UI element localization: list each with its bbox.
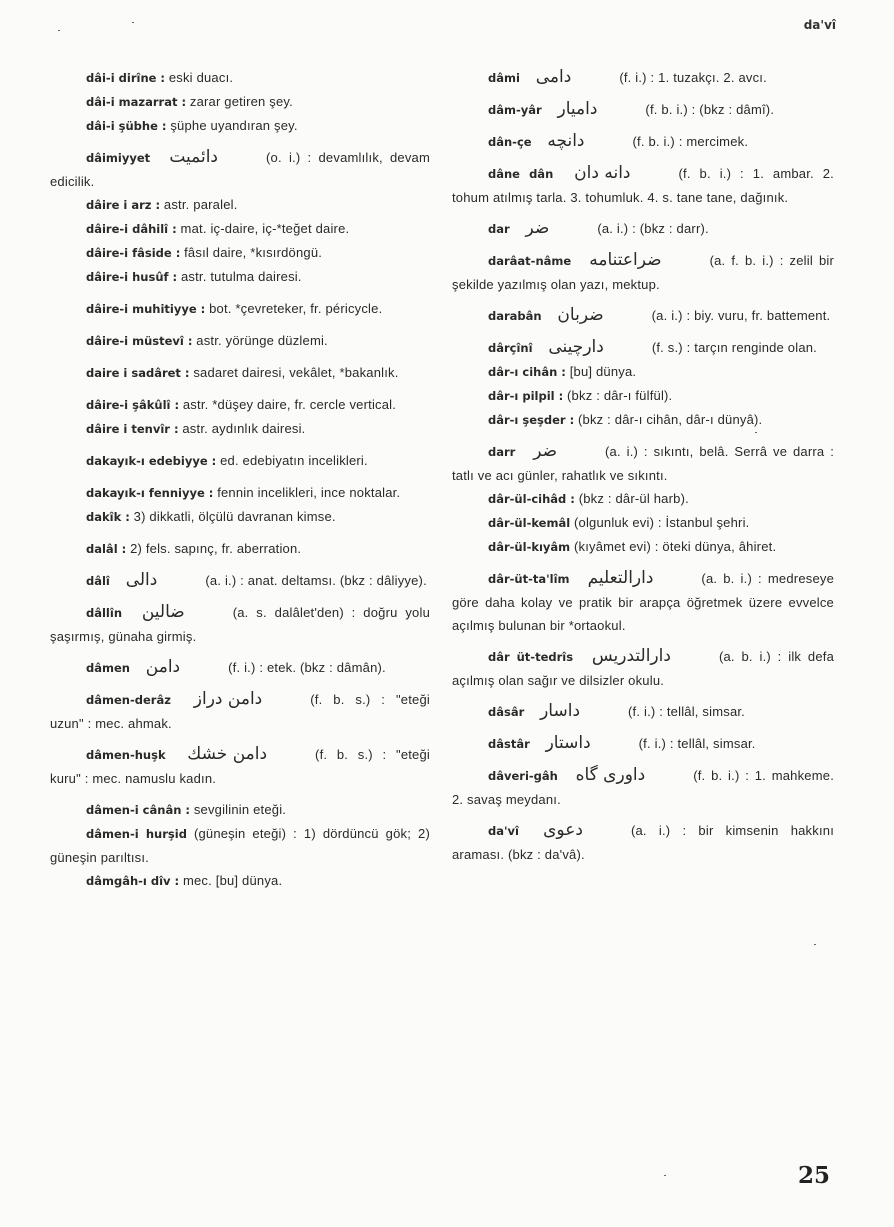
entry-headword: dâire-i muhitiyye :	[86, 302, 206, 316]
entry-definition: mat. iç-daire, iç-*teğet daire.	[180, 221, 350, 236]
entry-definition: (a. f. b. i.) : zelil bir şekilde yazılmış olan yazı, mektup.	[452, 253, 834, 292]
entry-arabic-script: دائميت	[169, 147, 219, 167]
entry-headword: daire i sadâret :	[86, 366, 190, 380]
entry-arabic-script: دعوى	[543, 820, 583, 840]
dictionary-entry	[50, 743, 430, 790]
entry-definition: (f. i.) : 1. tuzakçı. 2. avcı.	[619, 70, 767, 85]
entry-definition: bot. *çevreteker, fr. péricycle.	[209, 301, 383, 316]
entry-headword: dâmen-i hurşid	[86, 827, 187, 841]
dictionary-entry	[50, 329, 430, 353]
entry-definition: (a. i.) : sıkıntı, belâ. Serrâ ve darra : tatlı ve acı günler, rahatlık ve sıkıntı.	[452, 444, 835, 483]
entry-definition: (f. b. i.) : 1. mahkeme. 2. savaş meydanı.	[452, 768, 834, 807]
entry-headword: dâr-üt-ta'lîm	[488, 572, 570, 586]
entry-headword: dalâl :	[86, 542, 127, 556]
entry-definition: [bu] dünya.	[569, 364, 637, 379]
entry-definition: (a. i.) : anat. deltamsı. (bkz : dâliyye).	[205, 573, 427, 588]
dictionary-entry	[50, 822, 430, 869]
entry-definition: (a. b. i.) : medreseye göre daha kolay ve pratik bir arapça öğretmek üzere evvelce açılmış bulunan bir *ortaokul.	[452, 571, 835, 633]
dictionary-entry	[50, 537, 430, 561]
entry-definition: (kıyâmet evi) : öteki dünya, âhiret.	[573, 539, 777, 554]
entry-arabic-script: دارچينى	[548, 337, 604, 357]
entry-headword: dâr-ül-kıyâm	[488, 540, 571, 554]
dictionary-entry	[452, 487, 834, 511]
dictionary-entry	[452, 511, 834, 535]
entry-definition: (f. b. i.) : 1. ambar. 2. tohum atılmış tarla. 3. tohumluk. 4. s. tane tane, dağınık.	[452, 166, 834, 205]
entry-definition: (a. i.) : (bkz : darr).	[597, 221, 709, 236]
entry-definition: 3) dikkatli, ölçülü davranan kimse.	[133, 509, 336, 524]
entry-definition: 2) fels. sapınç, fr. aberration.	[130, 541, 302, 556]
dictionary-entry	[50, 297, 430, 321]
entry-definition: sevgilinin eteği.	[193, 802, 287, 817]
entry-headword: dâmen-i cânân :	[86, 803, 190, 817]
entry-headword: dakîk :	[86, 510, 130, 524]
dictionary-entry	[452, 66, 834, 90]
entry-headword: dâr-ı pilpil :	[488, 389, 564, 403]
entry-arabic-script: دانه دان	[574, 163, 631, 183]
entry-definition: (a. i.) : biy. vuru, fr. battement.	[651, 308, 831, 323]
dictionary-entry	[452, 440, 834, 487]
dictionary-entry	[50, 217, 430, 241]
entry-headword: dân-çe	[488, 135, 532, 149]
entry-definition: (bkz : dâr-ül harb).	[578, 491, 689, 506]
entry-definition: (bkz : dâr-ı cihân, dâr-ı dünyâ).	[578, 412, 763, 427]
dictionary-entry	[50, 449, 430, 473]
dictionary-entry	[452, 535, 834, 559]
dictionary-entry	[452, 645, 834, 692]
entry-headword: dâsâr	[488, 705, 525, 719]
entry-headword: dâr-ı cihân :	[488, 365, 566, 379]
dictionary-entry	[452, 764, 834, 811]
entry-definition: fennin incelikleri, ince noktalar.	[217, 485, 401, 500]
entry-headword: dar	[488, 222, 510, 236]
entry-headword: dâllîn	[86, 606, 123, 620]
entry-definition: (güneşin eteği) : 1) dördüncü gök; 2) güneşin parıltısı.	[50, 826, 431, 865]
entry-headword: dâire i arz :	[86, 198, 161, 212]
dictionary-entry	[452, 98, 834, 122]
entry-arabic-script: داسار	[540, 701, 581, 721]
entry-arabic-script: داورى گاه	[575, 765, 646, 785]
dictionary-entry	[50, 265, 430, 289]
dictionary-entry	[452, 162, 834, 209]
entry-arabic-script: داميار	[557, 99, 598, 119]
dictionary-entry	[50, 569, 430, 593]
entry-headword: darâat-nâme	[488, 254, 572, 268]
entry-headword: dâr-ı şeşder :	[488, 413, 575, 427]
entry-headword: dârçînî	[488, 341, 533, 355]
entry-headword: dâr-ül-kemâl	[488, 516, 571, 530]
dictionary-entry	[50, 114, 430, 138]
left-column	[50, 66, 430, 893]
entry-arabic-script: دامن خشك	[187, 744, 268, 764]
dictionary-entry	[452, 217, 834, 241]
dictionary-entry	[50, 193, 430, 217]
dictionary-entry	[452, 384, 834, 408]
entry-arabic-script: ضر	[533, 441, 558, 461]
entry-definition: (a. i.) : bir kimsenin hakkını araması. (bkz : da'vâ).	[452, 823, 835, 862]
page-header-word: da'vî	[803, 18, 836, 32]
dictionary-entry	[452, 336, 834, 360]
entry-headword: darabân	[488, 309, 542, 323]
dictionary-entry	[50, 656, 430, 680]
entry-headword: darr	[488, 445, 516, 459]
dictionary-entry	[50, 361, 430, 385]
entry-headword: dâmgâh-ı dîv :	[86, 874, 180, 888]
entry-definition: (bkz : dâr-ı fülfül).	[567, 388, 673, 403]
entry-headword: dâire i tenvîr :	[86, 422, 179, 436]
entry-arabic-script: ضالين	[141, 602, 185, 622]
dictionary-entry	[452, 130, 834, 154]
entry-headword: dâire-i fâside :	[86, 246, 181, 260]
entry-arabic-script: دامى	[535, 67, 572, 87]
dictionary-entry	[50, 90, 430, 114]
dictionary-entry	[452, 819, 834, 866]
entry-definition: fâsıl daire, *kısırdöngü.	[184, 245, 323, 260]
entry-definition: (f. b. i.) : mercimek.	[632, 134, 749, 149]
entry-headword: dâr üt-tedrîs	[488, 650, 574, 664]
entry-headword: dâmi	[488, 71, 520, 85]
entry-definition: astr. tutulma dairesi.	[180, 269, 302, 284]
right-column	[452, 66, 834, 866]
dictionary-entry	[452, 304, 834, 328]
entry-arabic-script: دارالتعليم	[587, 568, 654, 588]
entry-definition: (f. i.) : tellâl, simsar.	[638, 736, 756, 751]
scan-speck	[755, 432, 757, 433]
dictionary-entry	[50, 869, 430, 893]
entry-headword: dâire-i husûf :	[86, 270, 178, 284]
entry-definition: (f. i.) : etek. (bkz : dâmân).	[228, 660, 386, 675]
entry-headword: dâstâr	[488, 737, 530, 751]
entry-headword: dâimiyyet	[86, 151, 151, 165]
scan-speck	[132, 22, 134, 23]
entry-headword: dâi-i dirîne :	[86, 71, 166, 85]
dictionary-entry	[50, 601, 430, 648]
dictionary-entry	[50, 481, 430, 505]
entry-headword: dakayık-ı edebiyye :	[86, 454, 217, 468]
entry-definition: ed. edebiyatın incelikleri.	[220, 453, 368, 468]
entry-arabic-script: داستار	[545, 733, 591, 753]
entry-headword: da'vî	[488, 824, 519, 838]
entry-definition: astr. yörünge düzlemi.	[196, 333, 328, 348]
entry-headword: dâmen-derâz	[86, 693, 171, 707]
entry-definition: (olgunluk evi) : İstanbul şehri.	[573, 515, 750, 530]
scan-speck	[814, 944, 816, 945]
entry-definition: (f. b. i.) : (bkz : dâmî).	[645, 102, 775, 117]
dictionary-entry	[452, 700, 834, 724]
entry-definition: eski duacı.	[168, 70, 234, 85]
dictionary-entry	[50, 393, 430, 417]
dictionary-entry	[50, 146, 430, 193]
dictionary-entry	[452, 249, 834, 296]
dictionary-entry	[452, 732, 834, 756]
entry-arabic-script: ضراعتنامه	[589, 250, 662, 270]
entry-arabic-script: دامن	[145, 657, 181, 677]
entry-arabic-script: دالى	[125, 570, 158, 590]
dictionary-entry	[452, 360, 834, 384]
entry-headword: dâi-i mazarrat :	[86, 95, 187, 109]
dictionary-entry	[50, 417, 430, 441]
dictionary-entry	[452, 408, 834, 432]
entry-definition: (o. i.) : devamlılık, devam edicilik.	[50, 150, 431, 189]
entry-headword: dâire-i dâhilî :	[86, 222, 177, 236]
entry-definition: (a. b. i.) : ilk defa açılmış olan sağır ve dilsizler okulu.	[452, 649, 835, 688]
entry-headword: dâmen-huşk	[86, 748, 166, 762]
scan-speck	[58, 30, 60, 31]
entry-definition: (f. i.) : tellâl, simsar.	[628, 704, 745, 719]
entry-headword: dakayık-ı fenniyye :	[86, 486, 214, 500]
entry-definition: şüphe uyandıran şey.	[170, 118, 298, 133]
entry-definition: astr. paralel.	[163, 197, 238, 212]
entry-definition: mec. [bu] dünya.	[182, 873, 283, 888]
entry-definition: (f. s.) : tarçın renginde olan.	[651, 340, 817, 355]
page-number: 25	[797, 1162, 830, 1189]
entry-definition: astr. aydınlık dairesi.	[182, 421, 306, 436]
entry-definition: sadaret dairesi, vekâlet, *bakanlık.	[193, 365, 399, 380]
entry-definition: (a. s. dalâlet'den) : doğru yolu şaşırmış, günaha girmiş.	[50, 605, 431, 644]
entry-headword: dâr-ül-cihâd :	[488, 492, 575, 506]
entry-arabic-script: دارالتدريس	[591, 646, 671, 666]
entry-definition: (f. b. s.) : "eteği kuru" : mec. namuslu kadın.	[50, 747, 431, 786]
entry-headword: dâire-i müstevî :	[86, 334, 193, 348]
entry-definition: (f. b. s.) : "eteği uzun" : mec. ahmak.	[50, 692, 430, 731]
dictionary-entry	[50, 241, 430, 265]
entry-headword: dâlî	[86, 574, 110, 588]
dictionary-entry	[50, 798, 430, 822]
entry-definition: astr. *düşey daire, fr. cercle vertical.	[182, 397, 397, 412]
entry-headword: dâveri-gâh	[488, 769, 558, 783]
entry-arabic-script: ضربان	[557, 305, 604, 325]
dictionary-entry	[452, 567, 834, 637]
entry-arabic-script: دامن دراز	[193, 689, 263, 709]
entry-headword: dâmen	[86, 661, 130, 675]
dictionary-entry	[50, 688, 430, 735]
entry-headword: dâire-i şâkûlî :	[86, 398, 180, 412]
entry-definition: zarar getiren şey.	[189, 94, 293, 109]
dictionary-entry	[50, 66, 430, 90]
entry-headword: dâm-yâr	[488, 103, 542, 117]
entry-arabic-script: دانچه	[547, 131, 585, 151]
entry-headword: dâne dân	[488, 167, 554, 181]
entry-arabic-script: ضر	[525, 218, 550, 238]
entry-headword: dâi-i şübhe :	[86, 119, 167, 133]
scan-speck	[664, 1175, 666, 1176]
dictionary-entry	[50, 505, 430, 529]
